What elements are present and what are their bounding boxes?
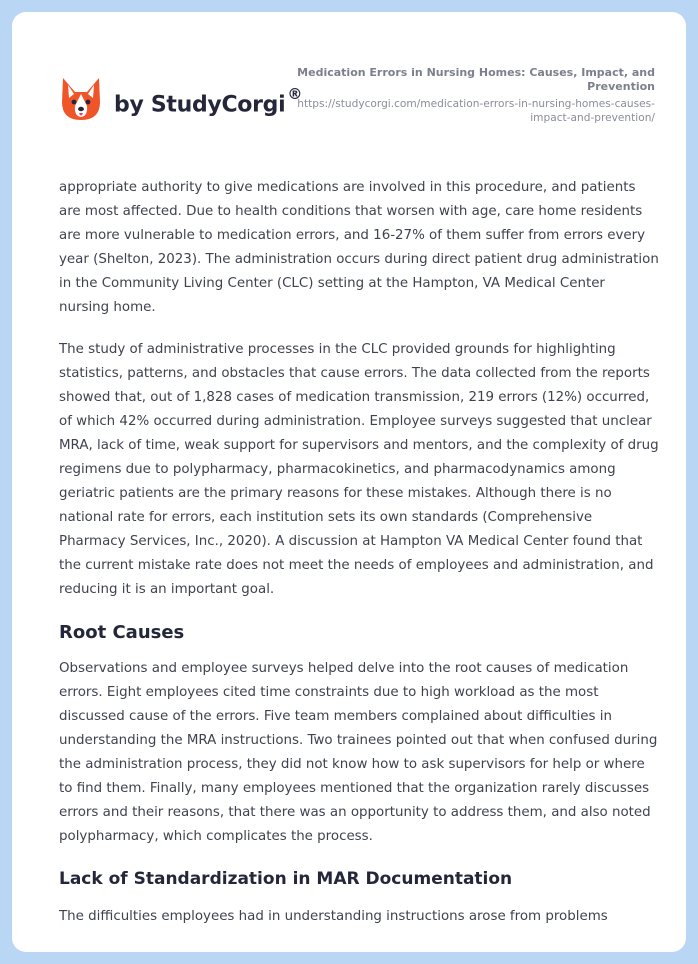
registered-mark: ® bbox=[287, 84, 303, 103]
article-body bbox=[59, 176, 659, 947]
corgi-logo-icon bbox=[60, 76, 102, 122]
section-heading: Root Causes bbox=[59, 622, 185, 643]
paragraph: The difficulties employees had in understanding instructions arose from problems bbox=[59, 909, 608, 924]
paragraph: The study of administrative processes in the CLC provided grounds for highlighting statistics, patterns, and obstacles that cause errors. The data collected from the reports showed that, out of 1,828 cases of medication transmission, 219 errors (12%) occurred, of which 42% occurred during administration. Employee surveys suggested that unclear MRA, lack of time, weak support for supervisors and mentors, and the complexity of drug regimens due to polypharmacy, pharmacokinetics, and pharmacodynamics among geriatric patients are the primary reasons for these mistakes. Although there is no national rate for errors, each institution sets its own standards (Comprehensive Pharmacy Services, Inc., 2020). A discussion at Hampton VA Medical Center found that the current mistake rate does not meet the needs of employees and administration, and reducing it is an important goal. bbox=[59, 342, 659, 597]
page-card bbox=[12, 12, 686, 952]
paragraph: Observations and employee surveys helped delve into the root causes of medication errors. Eight employees cited time constraints due to high workload as the most discussed cause of the errors. Five team members complained about difficulties in understanding the MRA instructions. Two trainees pointed out that when confused during the administration process, they did not know how to ask supervisors for help or where to find them. Finally, many employees mentioned that the organization rarely discusses errors and their reasons, that there was an opportunity to address them, and also noted polypharmacy, which complicates the process. bbox=[59, 661, 658, 844]
subsection-heading: Lack of Standardization in MAR Documentation bbox=[59, 869, 513, 889]
document-meta bbox=[295, 66, 655, 125]
paragraph: appropriate authority to give medications are involved in this procedure, and patients are most affected. Due to health conditions that worsen with age, care home residents are more vulnerable to medication errors, and 16-27% of them suffer from errors every year (Shelton, 2023). The administration occurs during direct patient drug administration in the Community Living Center (CLC) setting at the Hampton, VA Medical Center nursing home. bbox=[59, 180, 659, 315]
document-url[interactable]: https://studycorgi.com/medication-errors-in-nursing-homes-causes-impact-and-prevention/ bbox=[297, 98, 655, 124]
document-title: Medication Errors in Nursing Homes: Causes, Impact, and Prevention bbox=[297, 66, 655, 93]
brand-name: by StudyCorgi ® bbox=[114, 84, 303, 118]
brand-logo[interactable] bbox=[60, 76, 302, 122]
